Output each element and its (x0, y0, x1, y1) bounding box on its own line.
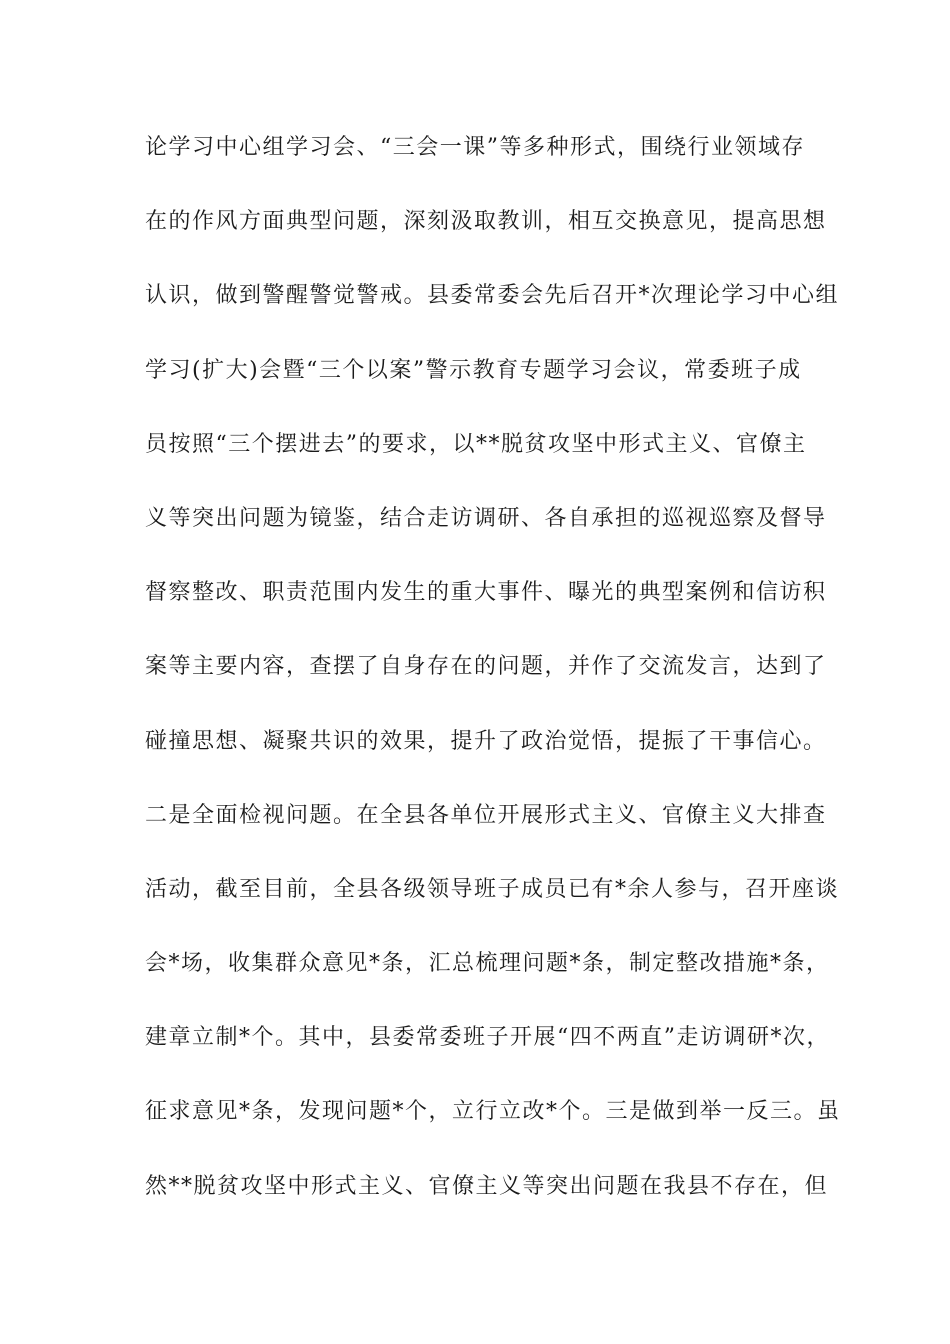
text-line-13: 建章立制*个。其中，县委常委班子开展“四不两直”走访调研*次， (145, 1025, 830, 1051)
body-text (145, 129, 841, 1242)
text-line-14: 征求意见*条，发现问题*个，立行立改*个。三是做到举一反三。虽 (145, 1099, 841, 1125)
text-line-4: 学习(扩大)会暨“三个以案”警示教育专题学习会议，常委班子成 (145, 357, 802, 383)
text-line-11: 活动，截至目前，全县各级领导班子成员已有*余人参与，召开座谈 (145, 876, 840, 902)
text-line-1: 论学习中心组学习会、“三会一课”等多种形式，围绕行业领域存 (145, 135, 805, 160)
text-line-9: 碰撞思想、凝聚共识的效果，提升了政治觉悟，提振了干事信心。 (145, 728, 827, 754)
text-line-2: 在的作风方面典型问题，深刻汲取教训，相互交换意见，提高思想 (145, 209, 827, 235)
text-line-8: 案等主要内容，查摆了自身存在的问题，并作了交流发言，达到了 (145, 654, 827, 680)
text-line-5: 员按照“三个摆进去”的要求，以**脱贫攻坚中形式主义、官僚主 (145, 431, 807, 457)
text-line-3: 认识，做到警醒警觉警戒。县委常委会先后召开*次理论学习中心组 (145, 283, 840, 309)
text-line-15: 然**脱贫攻坚中形式主义、官僚主义等突出问题在我县不存在，但 (145, 1173, 829, 1199)
text-line-6: 义等突出问题为镜鉴，结合走访调研、各自承担的巡视巡察及督导 (145, 505, 827, 531)
text-line-7: 督察整改、职责范围内发生的重大事件、曝光的典型案例和信访积 (145, 580, 827, 606)
text-line-10: 二是全面检视问题。在全县各单位开展形式主义、官僚主义大排查 (145, 802, 827, 828)
text-line-12: 会*场，收集群众意见*条，汇总梳理问题*条，制定整改措施*条， (145, 951, 830, 977)
